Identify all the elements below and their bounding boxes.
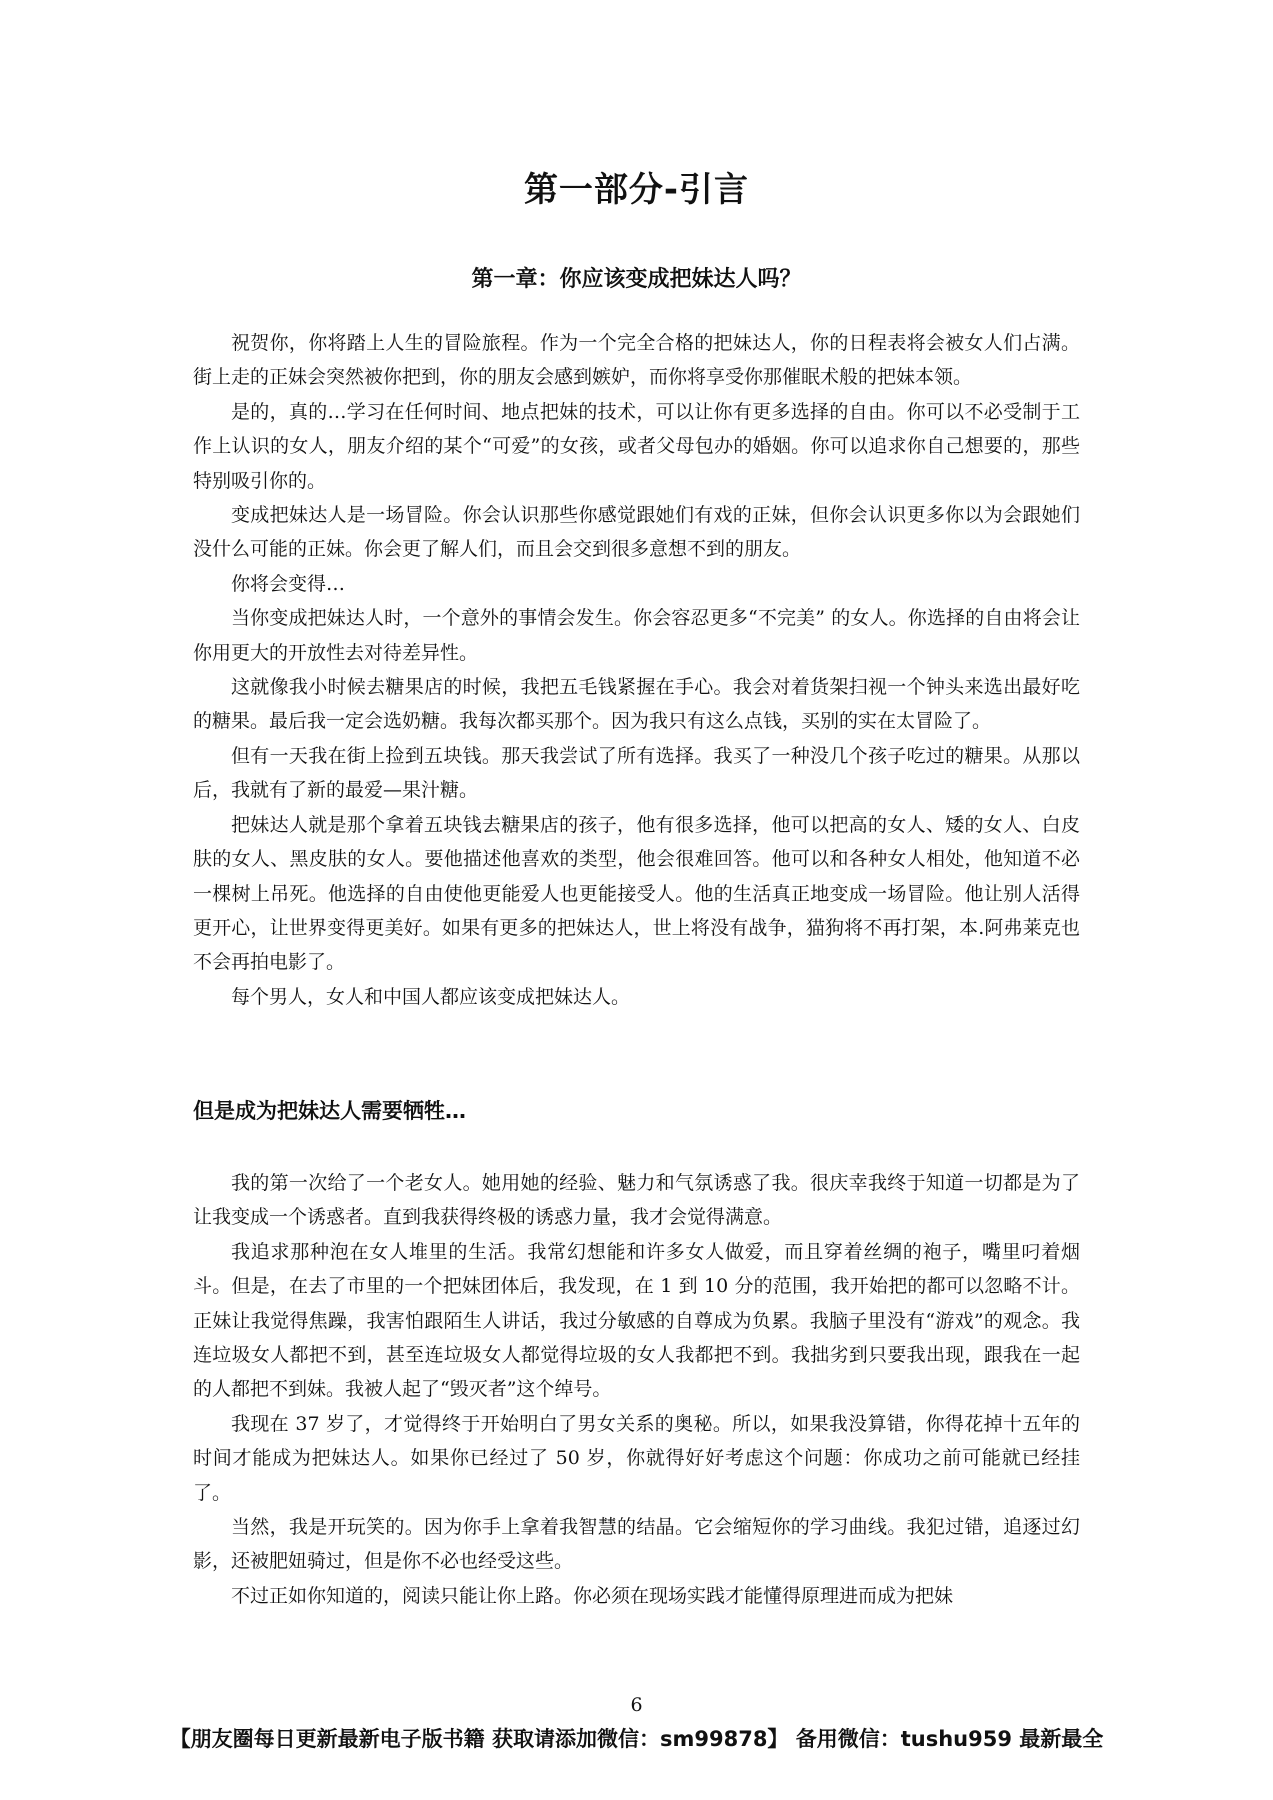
paragraph: 每个男人，女人和中国人都应该变成把妹达人。 [231, 985, 631, 1008]
paragraph: 我的第一次给了一个老女人。她用她的经验、魅力和气氛诱惑了我。很庆幸我终于知道一切都是为了让我变成一个诱惑者。直到我获得终极的诱惑力量，我才会觉得满意。 [193, 1172, 1080, 1229]
paragraph: 当然，我是开玩笑的。因为你手上拿着我智慧的结晶。它会缩短你的学习曲线。我犯过错，追逐过幻影，还被肥妞骑过，但是你不必也经受这些。 [193, 1516, 1080, 1573]
paragraph: 变成把妹达人是一场冒险。你会认识那些你感觉跟她们有戏的正妹，但你会认识更多你以为会跟她们没什么可能的正妹。你会更了解人们，而且会交到很多意想不到的朋友。 [193, 504, 1080, 561]
section-sacrifice [193, 1166, 1080, 1613]
section-heading: 但是成为把妹达人需要牺牲… [193, 1099, 466, 1123]
paragraph: 我追求那种泡在女人堆里的生活。我常幻想能和许多女人做爱，而且穿着丝绸的袍子，嘴里叼着烟斗。但是，在去了市里的一个把妹团体后，我发现，在 1 到 10 分的范围，我开始把的都可以忽略不计。正妹让我觉得焦躁，我害怕跟陌生人讲话，我过分敏感的自尊成为负累。我脑子里没有“游戏”的观念。我连垃圾女人都把不到，甚至连垃圾女人都觉得垃圾的女人我都把不到。我拙劣到只要我出现，跟我在一起的人都把不到妹。我被人起了“毁灭者”这个绰号。 [193, 1240, 1080, 1401]
paragraph: 我现在 37 岁了，才觉得终于开始明白了男女关系的奥秘。所以，如果我没算错，你得花掉十五年的时间才能成为把妹达人。如果你已经过了 50 岁，你就得好好考虑这个问题：你成功之前可能就已经挂了。 [193, 1412, 1080, 1504]
section-intro [193, 326, 1080, 1014]
paragraph: 这就像我小时候去糖果店的时候，我把五毛钱紧握在手心。我会对着货架扫视一个钟头来选出最好吃的糖果。最后我一定会选奶糖。我每次都买那个。因为我只有这么点钱，买别的实在太冒险了。 [193, 676, 1080, 733]
paragraph: 不过正如你知道的，阅读只能让你上路。你必须在现场实践才能懂得原理进而成为把妹 [231, 1584, 954, 1607]
chapter-title: 第一章：你应该变成把妹达人吗？ [471, 267, 802, 292]
paragraph: 但有一天我在街上捡到五块钱。那天我尝试了所有选择。我买了一种没几个孩子吃过的糖果。从那以后，我就有了新的最爱—果汁糖。 [193, 744, 1080, 802]
part-title: 第一部分-引言 [523, 170, 750, 210]
paragraph: 把妹达人就是那个拿着五块钱去糖果店的孩子，他有很多选择，他可以把高的女人、矮的女人、白皮肤的女人、黑皮肤的女人。要他描述他喜欢的类型，他会很难回答。他可以和各种女人相处，他知道不必一棵树上吊死。他选择的自由使他更能爱人也更能接受人。他的生活真正地变成一场冒险。他让别人活得更开心，让世界变得更美好。如果有更多的把妹达人，世上将没有战争，猫狗将不再打架，本.阿弗莱克也不会再拍电影了。 [193, 813, 1080, 974]
footer-banner: 【朋友圈每日更新最新电子版书籍 获取请添加微信：sm99878】 备用微信：tushu959 最新最全 [169, 1727, 1104, 1751]
paragraph: 你将会变得… [231, 572, 346, 595]
paragraph: 当你变成把妹达人时，一个意外的事情会发生。你会容忍更多“不完美” 的女人。你选择的自由将会让你用更大的开放性去对待差异性。 [193, 607, 1080, 664]
page-number: 6 [630, 1694, 643, 1716]
paragraph: 祝贺你，你将踏上人生的冒险旅程。作为一个完全合格的把妹达人，你的日程表将会被女人们占满。街上走的正妹会突然被你把到，你的朋友会感到嫉妒，而你将享受你那催眠术般的把妹本领。 [193, 332, 1080, 389]
paragraph: 是的，真的…学习在任何时间、地点把妹的技术，可以让你有更多选择的自由。你可以不必受制于工作上认识的女人，朋友介绍的某个“可爱”的女孩，或者父母包办的婚姻。你可以追求你自己想要的，那些特别吸引你的。 [193, 400, 1080, 492]
